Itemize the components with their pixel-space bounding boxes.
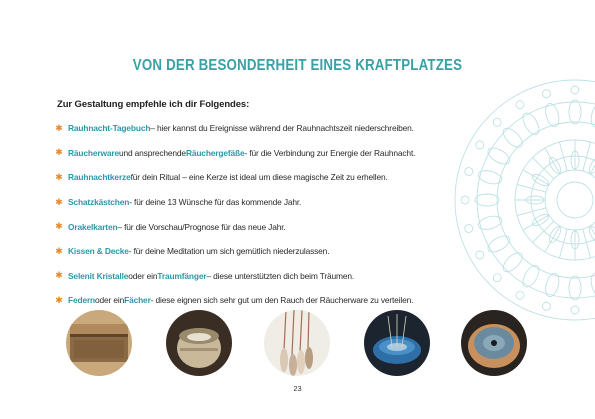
item-text: - für die Verbindung zur Energie der Rauhnacht. (244, 147, 416, 158)
dreamcatcher-feathers-photo (264, 310, 330, 376)
bullet-star-icon: ✱ (55, 147, 63, 158)
highlighted-term: Räuchergefäße (185, 147, 245, 158)
bullet-star-icon: ✱ (55, 122, 63, 133)
bullet-star-icon: ✱ (55, 245, 63, 256)
highlighted-term: Rauhnachtkerze (68, 172, 131, 183)
item-text: für dein Ritual – eine Kerze ist ideal um diese magische Zeit zu erhellen. (130, 172, 388, 183)
bullet-star-icon: ✱ (55, 196, 63, 207)
list-item (50, 190, 415, 215)
page-number: 23 (293, 384, 302, 393)
page-title: VON DER BESONDERHEIT EINES KRAFTPLATZES (132, 57, 463, 74)
list-item (50, 239, 415, 264)
item-text: - für deine Meditation um sich gemütlich niederzulassen. (128, 246, 330, 257)
item-text: – diese unterstützten dich beim Träumen. (206, 270, 355, 281)
bullet-star-icon: ✱ (55, 171, 63, 182)
intro-text: Zur Gestaltung empfehle ich dir Folgendes: (57, 99, 250, 110)
recommendation-list (50, 116, 415, 313)
list-item (50, 116, 415, 141)
photo-strip (0, 310, 595, 380)
item-text: - diese eignen sich sehr gut um den Rauch der Räucherware zu verteilen. (150, 295, 414, 306)
highlighted-term: Federn (68, 295, 96, 306)
incense-bowl-photo (364, 310, 430, 376)
highlighted-term: Traumfänger (157, 270, 207, 281)
highlighted-term: Schatzkästchen (68, 197, 130, 208)
highlighted-term: Kissen & Decke (68, 246, 129, 257)
highlighted-term: Räucherware (68, 147, 119, 158)
glazed-bowl-photo (461, 310, 527, 376)
bullet-star-icon: ✱ (55, 294, 63, 305)
item-text: – für die Vorschau/Prognose für das neue Jahr. (117, 221, 286, 232)
item-text: oder ein (95, 295, 125, 306)
bullet-star-icon: ✱ (55, 221, 63, 232)
item-text: – hier kannst du Ereignisse während der Rauhnachtszeit niederschreiben. (150, 123, 414, 134)
list-item (50, 264, 415, 289)
item-text: oder ein (128, 270, 158, 281)
highlighted-term: Fächer (124, 295, 151, 306)
highlighted-term: Rauhnacht-Tagebuch (68, 123, 151, 134)
wooden-box-photo (66, 310, 132, 376)
item-text: - für deine 13 Wünsche für das kommende Jahr. (129, 197, 302, 208)
item-text: und ansprechende (118, 147, 186, 158)
list-item (50, 165, 415, 190)
list-item (50, 214, 415, 239)
ceramic-bowl-photo (166, 310, 232, 376)
list-item (50, 141, 415, 166)
bullet-star-icon: ✱ (55, 270, 63, 281)
mandala-ornament (445, 70, 595, 330)
highlighted-term: Orakelkarten (68, 221, 118, 232)
highlighted-term: Selenit Kristalle (68, 270, 129, 281)
